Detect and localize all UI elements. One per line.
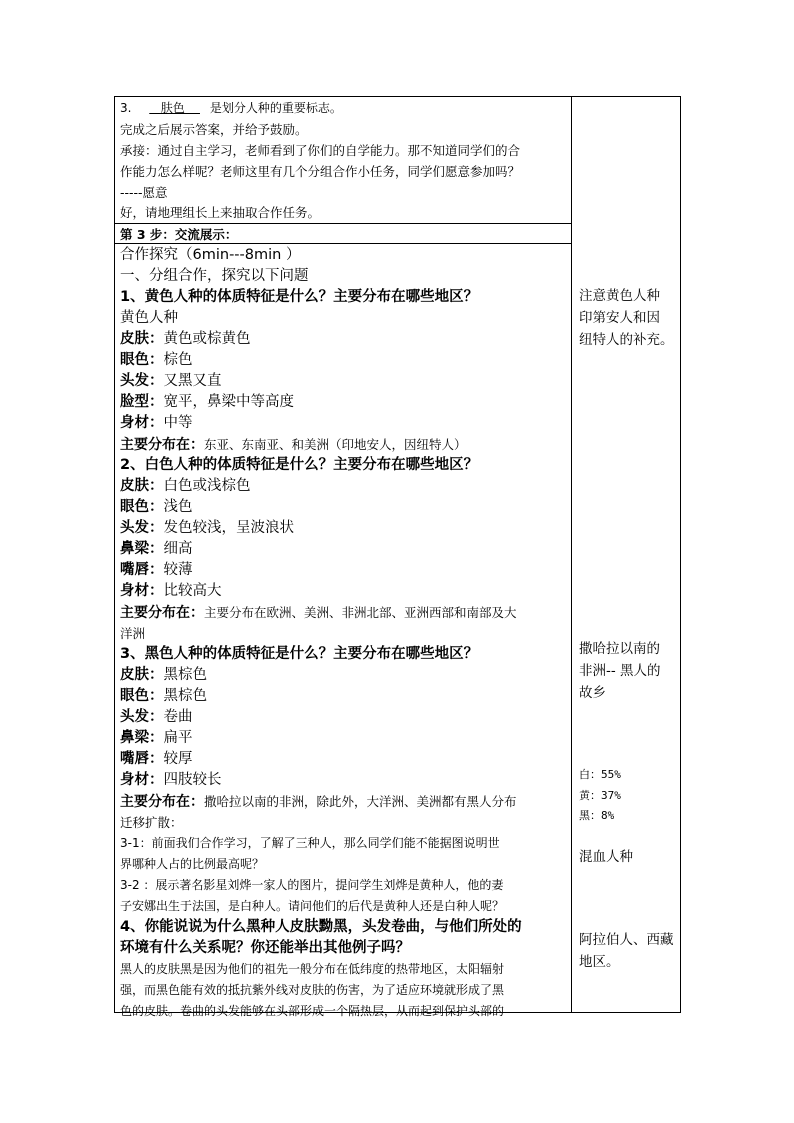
note-yellow: 注意黄色人种 — [579, 288, 660, 304]
field-value: 黑棕色 — [163, 667, 207, 683]
field-value: 比较高大 — [163, 583, 222, 599]
column-divider — [571, 97, 572, 1012]
white-distribution-cont: 洋洲 — [120, 626, 146, 641]
field-label: 主要分布在： — [120, 437, 204, 453]
field-value: 较薄 — [163, 562, 193, 578]
white-skin — [120, 476, 251, 497]
field-value: 卷曲 — [163, 709, 193, 725]
field-value: 四肢较长 — [163, 772, 222, 788]
note-arab: 地区。 — [579, 954, 620, 970]
note-africa: 撒哈拉以南的 — [579, 641, 660, 657]
coop-title: 合作探究（6min---8min ） — [120, 247, 301, 263]
field-label: 皮肤： — [120, 667, 164, 683]
q4-answer: 黑人的皮肤黑是因为他们的祖先一般分布在低纬度的热带地区，太阳辐射 — [120, 962, 505, 976]
field-label: 脸型： — [120, 394, 164, 410]
field-value: 黑棕色 — [163, 688, 207, 704]
white-distribution — [120, 602, 517, 624]
note-mixed-race: 混血人种 — [579, 849, 633, 865]
instruction-line: 完成之后展示答案，并给予鼓励。 — [120, 122, 308, 137]
q4-answer: 强，而黑色能有效的抵抗紫外线对皮肤的伤害，为了适应环境就形成了黑 — [120, 983, 505, 997]
q4-question: 4、你能说说为什么黑种人皮肤黝黑，头发卷曲，与他们所处的 — [120, 919, 522, 935]
field-value: 白色或浅棕色 — [163, 478, 251, 494]
field-value: 又黑又直 — [163, 373, 222, 389]
field-label: 主要分布在： — [120, 605, 204, 621]
field-label: 眼色： — [120, 499, 164, 515]
yellow-face — [120, 392, 294, 413]
extension-q32-cont: 子安娜出生于法国，是白种人。请问他们的后代是黄种人还是白种人呢？ — [120, 899, 505, 913]
field-label: 头发： — [120, 520, 164, 536]
note-black-percent: 黑：8% — [579, 809, 615, 822]
field-label: 头发： — [120, 709, 164, 725]
yellow-skin — [120, 329, 251, 350]
instruction-line: 好，请地理组长上来抽取合作任务。 — [120, 205, 321, 220]
field-value: 发色较浅，呈波浪状 — [163, 520, 294, 536]
q4-question-cont: 环境有什么关系呢？你还能举出其他例子吗？ — [120, 940, 410, 956]
black-nose — [120, 728, 193, 749]
field-label: 皮肤： — [120, 331, 164, 347]
yellow-eye — [120, 350, 193, 371]
black-lip — [120, 749, 193, 770]
field-value: 扁平 — [163, 730, 193, 746]
white-nose — [120, 539, 193, 560]
white-question: 2、白色人种的体质特征是什么？主要分布在哪些地区？ — [120, 457, 479, 473]
black-skin — [120, 665, 207, 686]
lesson-plan-table — [114, 96, 681, 1018]
field-label: 嘴唇： — [120, 751, 164, 767]
note-yellow: 印第安人和因 — [579, 310, 660, 326]
yellow-body — [120, 413, 193, 434]
extension-title: 迁移扩散： — [120, 815, 183, 830]
q3-number: 3. — [120, 101, 132, 115]
black-question: 3、黑色人种的体质特征是什么？主要分布在哪些地区？ — [120, 646, 479, 662]
white-lip — [120, 560, 193, 581]
field-value: 宽平，鼻梁中等高度 — [163, 394, 294, 410]
extension-q31: 3-1：前面我们合作学习，了解了三种人，那么同学们能不能据图说明世 — [120, 836, 500, 850]
note-africa: 非洲-- 黑人的 — [579, 663, 661, 679]
black-distribution — [120, 791, 517, 813]
q3-line — [120, 98, 342, 119]
field-label: 身材： — [120, 772, 164, 788]
field-label: 鼻梁： — [120, 730, 164, 746]
field-label: 嘴唇： — [120, 562, 164, 578]
field-label: 皮肤： — [120, 478, 164, 494]
yellow-hair — [120, 371, 222, 392]
student-reply: -----愿意 — [120, 185, 168, 200]
transition-line: 承接：通过自主学习，老师看到了你们的自学能力。那不知道同学们的合 — [120, 143, 521, 158]
white-body — [120, 581, 222, 602]
white-hair — [120, 518, 294, 539]
field-value: 东亚、东南亚、和美洲（印地安人，因纽特人） — [204, 437, 467, 452]
q3-text: 是划分人种的重要标志。 — [209, 101, 342, 115]
note-yellow: 纽特人的补充。 — [579, 332, 674, 348]
field-value: 主要分布在欧洲、美洲、非洲北部、亚洲西部和南部及大 — [204, 605, 517, 620]
q4-answer: 色的皮肤。卷曲的头发能够在头部形成一个隔热层，从而起到保护头部的 — [120, 1004, 505, 1018]
q3-answer-blank: 肤色 — [149, 101, 200, 115]
note-africa: 故乡 — [579, 685, 606, 701]
note-white-percent: 白：55% — [579, 768, 621, 781]
field-value: 撒哈拉以南的非洲，除此外，大洋洲、美洲都有黑人分布 — [204, 794, 517, 809]
note-yellow-percent: 黄：37% — [579, 789, 621, 802]
field-value: 浅色 — [163, 499, 193, 515]
note-arab: 阿拉伯人、西藏 — [579, 932, 674, 948]
field-label: 眼色： — [120, 352, 164, 368]
field-value: 黄色或棕黄色 — [163, 331, 251, 347]
yellow-question: 1、黄色人种的体质特征是什么？主要分布在哪些地区？ — [120, 289, 479, 305]
field-label: 身材： — [120, 415, 164, 431]
field-value: 中等 — [163, 415, 193, 431]
field-value: 棕色 — [163, 352, 193, 368]
field-label: 头发： — [120, 373, 164, 389]
yellow-distribution — [120, 434, 467, 456]
yellow-name: 黄色人种 — [120, 310, 178, 326]
field-label: 眼色： — [120, 688, 164, 704]
field-label: 鼻梁： — [120, 541, 164, 557]
step3-header: 第 3 步：交流展示： — [120, 227, 238, 242]
field-value: 较厚 — [163, 751, 193, 767]
field-label: 身材： — [120, 583, 164, 599]
field-label: 主要分布在： — [120, 794, 204, 810]
black-body — [120, 770, 222, 791]
field-value: 细高 — [163, 541, 193, 557]
coop-subtitle: 一、分组合作，探究以下问题 — [120, 268, 309, 284]
transition-line: 作能力怎么样呢？老师这里有几个分组合作小任务，同学们愿意参加吗？ — [120, 164, 521, 179]
black-eye — [120, 686, 207, 707]
extension-q31-cont: 界哪种人占的比例最高呢？ — [120, 857, 265, 871]
black-hair — [120, 707, 193, 728]
white-eye — [120, 497, 193, 518]
extension-q32: 3-2 ：展示著名影星刘烨一家人的图片，提问学生刘烨是黄种人，他的妻 — [120, 878, 504, 892]
